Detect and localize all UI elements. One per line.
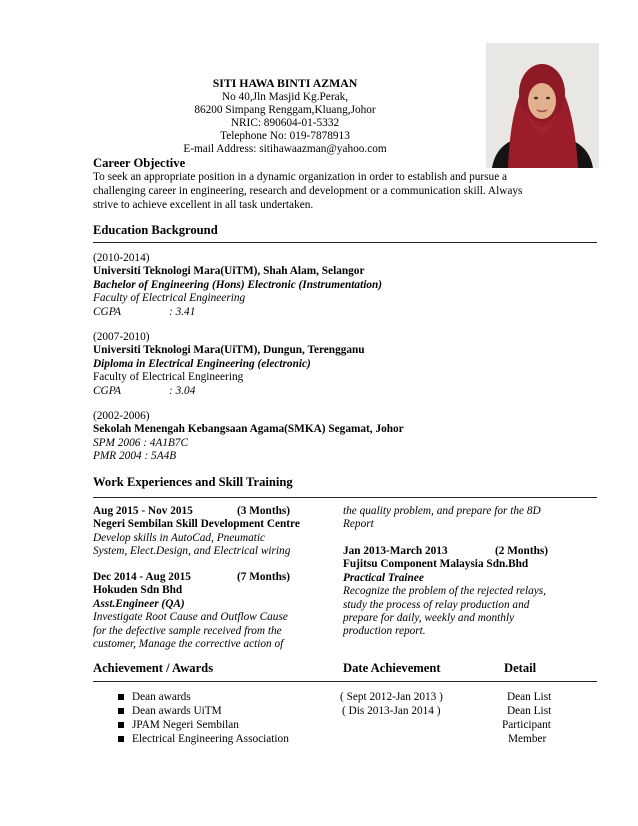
work-description: production report. [343,625,426,638]
education-entry [93,252,382,319]
work-description: Develop skills in AutoCad, Pneumatic [93,531,266,544]
address-line-2: 86200 Simpang Renggam,Kluang,Johor [194,104,376,116]
work-company: Negeri Sembilan Skill Development Centre [93,518,300,531]
education-school: Universiti Teknologi Mara(UiTM), Shah Alam, Selangor [93,265,365,278]
work-description: prepare for daily, weekly and monthly [343,612,515,625]
award-name: Dean awards UiTM [132,705,222,717]
section-divider [93,242,597,243]
bullet-icon [118,736,124,742]
work-duration: (3 Months) [237,505,291,517]
grade-value: : 3.41 [169,305,196,318]
section-divider [93,681,597,682]
work-description: study the process of relay production and [343,598,530,611]
work-entry [343,545,593,639]
grade-value: : 3.04 [169,384,196,397]
education-program: Diploma in Electrical Engineering (electronic) [93,357,311,370]
education-faculty: Faculty of Electrical Engineering [93,371,244,384]
work-period-row [343,545,593,558]
education-school: Universiti Teknologi Mara(UiTM), Dungun, Terengganu [93,344,365,357]
awards-detail-heading: Detail [504,661,537,675]
education-grade [93,306,382,319]
work-heading: Work Experiences and Skill Training [93,475,293,489]
education-entry [93,331,365,398]
award-name: JPAM Negeri Sembilan [132,719,239,731]
education-grade [93,385,365,398]
award-detail: Dean List [507,691,552,703]
education-program: Bachelor of Engineering (Hons) Electronic (Instrumentation) [93,278,383,291]
work-company: Fujitsu Component Malaysia Sdn.Bhd [343,558,529,571]
work-description: Report [343,518,374,531]
work-period-row [93,571,333,584]
award-detail: Dean List [507,705,552,717]
grade-label: CGPA [93,384,122,397]
education-school: Sekolah Menengah Kebangsaan Agama(SMKA) Segamat, Johor [93,423,404,436]
career-objective-line: challenging career in engineering, research and development or a communication skill. Always [93,185,523,197]
work-description: Investigate Root Cause and Outflow Cause [93,611,288,624]
education-years: (2007-2010) [93,331,150,343]
work-role: Practical Trainee [343,571,424,584]
nric: NRIC: 890604-01-5332 [230,117,340,129]
work-duration: (7 Months) [237,571,291,583]
portrait-image [486,43,599,168]
award-name: Electrical Engineering Association [132,733,289,745]
award-detail: Participant [502,719,551,731]
work-period: Jan 2013-March 2013 [343,545,448,557]
bullet-icon [118,708,124,714]
education-entry [93,410,404,464]
work-entry [93,571,333,651]
address-line-1: No 40,Jln Masjid Kg.Perak, [221,91,349,103]
bullet-icon [118,694,124,700]
education-faculty: Faculty of Electrical Engineering [93,292,246,305]
work-company: Hokuden Sdn Bhd [93,584,183,597]
award-date: ( Dis 2013-Jan 2014 ) [342,705,441,717]
profile-photo [486,43,599,168]
education-years: (2002-2006) [93,410,150,422]
telephone: Telephone No: 019-7878913 [220,130,350,142]
grade-label: CGPA [93,305,122,318]
awards-heading: Achievement / Awards [93,661,214,675]
work-period-row [93,505,333,518]
award-detail: Member [508,733,547,745]
work-entry-continued [343,505,593,532]
education-result: SPM 2006 : 4A1B7C [93,436,189,449]
work-description: the quality problem, and prepare for the 8D [343,505,541,517]
work-period: Aug 2015 - Nov 2015 [93,505,193,517]
education-years: (2010-2014) [93,252,150,264]
work-description: customer, Manage the corrective action of [93,638,284,651]
career-objective-line: strive to achieve excellent in all task undertaken. [93,199,314,211]
awards-date-heading: Date Achievement [343,661,441,675]
education-heading: Education Background [93,223,218,237]
work-role: Asst.Engineer (QA) [93,597,185,610]
work-duration: (2 Months) [495,545,549,557]
section-divider [93,497,597,498]
work-description: Recognize the problem of the rejected relays, [343,585,546,598]
award-name: Dean awards [132,691,191,703]
education-result: PMR 2004 : 5A4B [93,450,177,463]
career-objective-heading: Career Objective [93,156,186,170]
work-description: System, Elect.Design, and Electrical wiring [93,545,291,558]
bullet-icon [118,722,124,728]
work-period: Dec 2014 - Aug 2015 [93,571,191,583]
career-objective-line: To seek an appropriate position in a dynamic organization in order to establish and pursue a [93,171,508,183]
applicant-name: SITI HAWA BINTI AZMAN [212,76,358,90]
work-description: for the defective sample received from the [93,624,282,637]
email-address: E-mail Address: sitihawaazman@yahoo.com [183,143,387,155]
work-entry [93,505,333,559]
award-date: ( Sept 2012-Jan 2013 ) [340,691,443,703]
